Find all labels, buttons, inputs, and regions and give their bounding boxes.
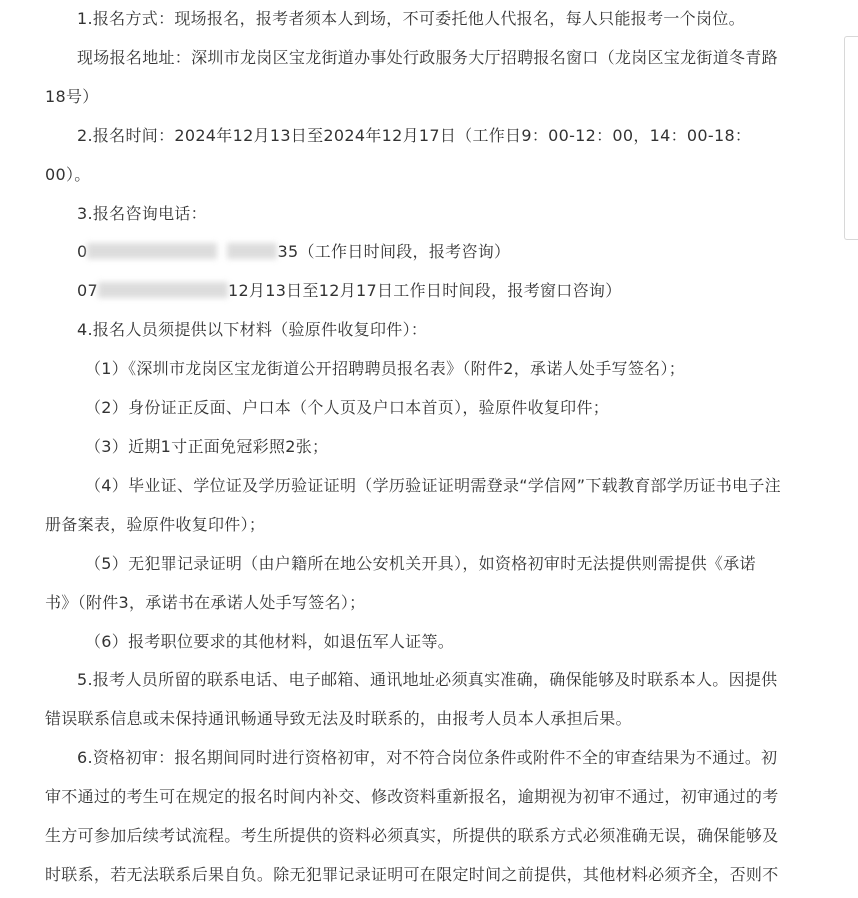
side-panel-edge[interactable] [844,36,858,240]
list-item-material-2: （2）身份证正反面、户口本（个人页及户口本首页），验原件收复印件； [85,398,610,418]
para-registration-time: 2.报名时间：2024年12月13日至2024年12月17日（工作日9：00-12：00，14：00-18： [77,125,752,145]
redacted-phone-2 [98,282,228,298]
para-registration-address-cont: 18号） [45,86,99,106]
phone-2-prefix: 07 [77,281,98,301]
para-contact-info: 5.报考人员所留的联系电话、电子邮箱、通讯地址必须真实准确，确保能够及时联系本人。因提供 [77,670,778,690]
list-item-material-5: （5）无犯罪记录证明（由户籍所在地公安机关开具），如资格初审时无法提供则需提供《承诺 [85,553,756,573]
phone-1-prefix: 0 [77,242,88,262]
list-item-material-1: （1）《深圳市龙岗区宝龙街道公开招聘聘员报名表》（附件2，承诺人处手写签名）； [85,359,686,379]
para-registration-address: 现场报名地址：深圳市龙岗区宝龙街道办事处行政服务大厅招聘报名窗口（龙岗区宝龙街道冬青路 [77,47,778,67]
phone-2-suffix: 12月13日至12月17日工作日时间段，报考窗口咨询） [227,281,622,301]
phone-1-mid: 35 [277,242,299,262]
para-consult-phone-heading: 3.报名咨询电话： [77,203,207,223]
list-item-material-4: （4）毕业证、学位证及学历验证证明（学历验证证明需登录“学信网”下载教育部学历证书电子注 [85,475,781,495]
list-item-material-5-cont: 书》（附件3，承诺书在承诺人处手写签名）； [45,592,366,612]
list-item-material-3: （3）近期1寸正面免冠彩照2张； [85,436,329,456]
para-preliminary-review-cont-2: 生方可参加后续考试流程。考生所提供的资料必须真实，所提供的联系方式必须准确无误，确保能够及 [45,826,779,846]
para-consult-phone-1 [45,233,810,272]
para-materials-heading: 4.报名人员须提供以下材料（验原件收复印件）： [77,320,428,340]
phone-1-suffix: （工作日时间段，报考咨询） [298,242,511,262]
para-registration-method: 1.报名方式：现场报名，报考者须本人到场，不可委托他人代报名，每人只能报考一个岗位。 [77,9,745,28]
redacted-phone-1b [227,243,277,259]
redacted-phone-1a [87,243,217,259]
para-registration-time-cont: 00）。 [45,164,91,184]
para-preliminary-review-cont-1: 审不通过的考生可在规定的报名时间内补交、修改资料重新报名，逾期视为初审不通过，初审通过的考 [45,787,779,807]
list-item-material-4-cont: 册备案表，验原件收复印件）； [45,514,266,534]
para-preliminary-review-cont-3: 时联系，若无法联系后果自负。除无犯罪记录证明可在限定时间之前提供，其他材料必须齐全，否则不 [45,864,779,884]
list-item-material-6: （6）报考职位要求的其他材料，如退伍军人证等。 [85,631,455,651]
para-consult-phone-2 [45,272,810,311]
para-contact-info-cont: 错误联系信息或未保持通讯畅通导致无法及时联系的，由报考人员本人承担后果。 [45,709,632,729]
para-preliminary-review: 6.资格初审：报名期间同时进行资格初审，对不符合岗位条件或附件不全的审查结果为不通过。初 [77,748,778,768]
document-content [45,0,810,895]
